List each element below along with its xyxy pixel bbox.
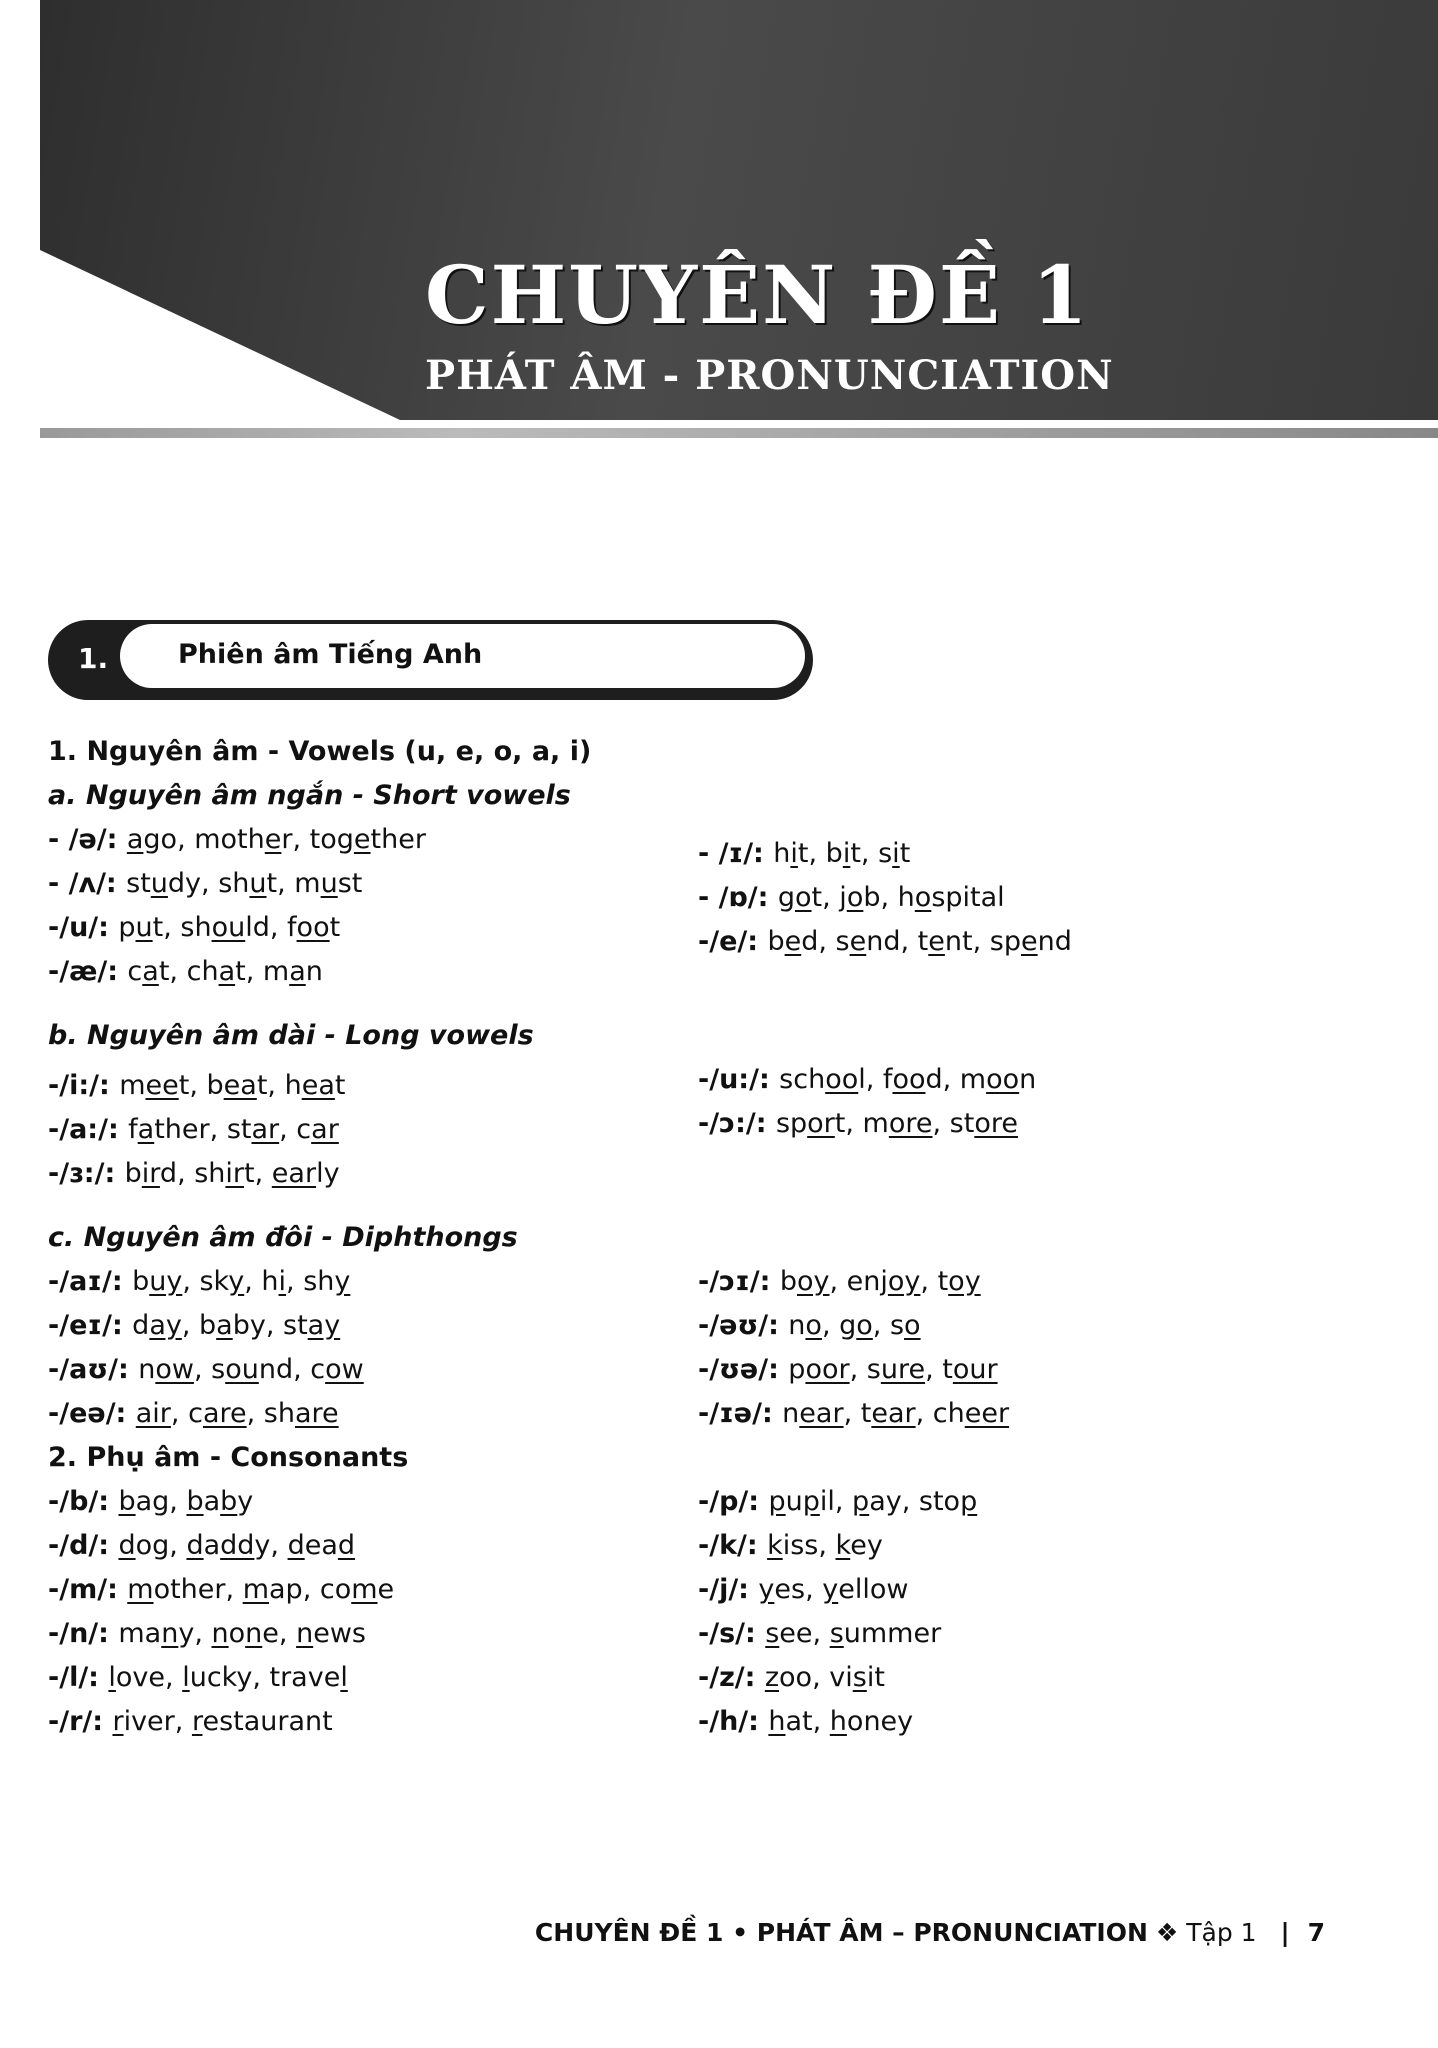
phoneme-symbol: -/n/: xyxy=(48,1618,119,1649)
example-word: more xyxy=(862,1108,933,1139)
phoneme-symbol: - /ə/: xyxy=(48,824,127,855)
phoneme-row: -/h/: hat, honey xyxy=(698,1706,914,1737)
phoneme-symbol: -/əʊ/: xyxy=(698,1310,789,1341)
footer-separator: | xyxy=(1280,1918,1290,1947)
example-word: foot xyxy=(287,912,341,943)
short-vowels-heading: a. Nguyên âm ngắn - Short vowels xyxy=(48,780,571,811)
phoneme-row: -/ɔ:/: sport, more, store xyxy=(698,1108,1018,1139)
example-word: job xyxy=(839,882,881,913)
example-word: key xyxy=(835,1530,883,1561)
phoneme-row: -/u:/: school, food, moon xyxy=(698,1064,1037,1095)
long-vowels-left xyxy=(48,1066,698,1204)
example-word: shirt xyxy=(194,1158,255,1189)
phoneme-symbol: -/u/: xyxy=(48,912,119,943)
phoneme-row: -/əʊ/: no, go, so xyxy=(698,1310,921,1341)
example-word: moon xyxy=(959,1064,1037,1095)
example-word: summer xyxy=(829,1618,942,1649)
phoneme-symbol: -/h/: xyxy=(698,1706,769,1737)
example-word: hi xyxy=(261,1266,287,1297)
short-vowels-right xyxy=(698,826,1348,1002)
phoneme-row: -/æ/: cat, chat, man xyxy=(48,956,323,987)
phoneme-row: -/p/: pupil, pay, stop xyxy=(698,1486,978,1517)
example-word: man xyxy=(262,956,323,987)
example-word: hospital xyxy=(897,882,1005,913)
phoneme-row: -/z/: zoo, visit xyxy=(698,1662,885,1693)
example-word: none xyxy=(211,1618,279,1649)
phoneme-symbol: -/a:/: xyxy=(48,1114,129,1145)
example-word: meet xyxy=(119,1070,190,1101)
example-word: no xyxy=(788,1310,822,1341)
phoneme-row: -/b/: bag, baby xyxy=(48,1486,254,1517)
example-word: come xyxy=(319,1574,395,1605)
phoneme-row: -/u/: put, should, foot xyxy=(48,912,341,943)
phoneme-row: -/n/: many, none, news xyxy=(48,1618,366,1649)
example-word: stop xyxy=(918,1486,978,1517)
example-word: chat xyxy=(186,956,246,987)
example-word: go xyxy=(839,1310,873,1341)
phoneme-row: -/aɪ/: buy, sky, hi, shy xyxy=(48,1266,351,1297)
phoneme-symbol: -/ɔ:/: xyxy=(698,1108,776,1139)
example-word: together xyxy=(309,824,426,855)
example-word: air xyxy=(135,1398,171,1429)
example-word: bag xyxy=(118,1486,170,1517)
example-word: restaurant xyxy=(191,1706,333,1737)
footer-volume: ❖ Tập 1 xyxy=(1155,1918,1257,1947)
example-word: news xyxy=(296,1618,366,1649)
example-word: see xyxy=(765,1618,813,1649)
example-word: bird xyxy=(124,1158,178,1189)
example-word: mother xyxy=(127,1574,226,1605)
example-word: now xyxy=(138,1354,194,1385)
phoneme-row: -/j/: yes, yellow xyxy=(698,1574,909,1605)
example-word: shut xyxy=(218,868,278,899)
vowels-heading: 1. Nguyên âm - Vowels (u, e, o, a, i) xyxy=(48,736,592,767)
example-word: map xyxy=(242,1574,303,1605)
example-word: study xyxy=(126,868,202,899)
example-word: shy xyxy=(303,1266,351,1297)
phoneme-symbol: -/u:/: xyxy=(698,1064,780,1095)
example-word: got xyxy=(777,882,823,913)
phoneme-symbol: -/r/: xyxy=(48,1706,113,1737)
phoneme-symbol: -/aɪ/: xyxy=(48,1266,133,1297)
example-word: daddy xyxy=(186,1530,271,1561)
section-title: Phiên âm Tiếng Anh xyxy=(178,639,483,670)
example-word: yellow xyxy=(822,1574,909,1605)
phoneme-symbol: -/j/: xyxy=(698,1574,759,1605)
example-word: father xyxy=(128,1114,210,1145)
phoneme-symbol: -/ɔɪ/: xyxy=(698,1266,780,1297)
phoneme-row: -/d/: dog, daddy, dead xyxy=(48,1530,356,1561)
example-word: star xyxy=(226,1114,280,1145)
example-word: tour xyxy=(942,1354,998,1385)
phoneme-row: -/s/: see, summer xyxy=(698,1618,942,1649)
example-word: yes xyxy=(758,1574,806,1605)
example-word: school xyxy=(779,1064,866,1095)
example-word: river xyxy=(112,1706,175,1737)
phoneme-symbol: -/z/: xyxy=(698,1662,765,1693)
example-word: sound xyxy=(211,1354,294,1385)
page-footer xyxy=(0,1918,1325,1947)
long-vowels-right xyxy=(698,1066,1348,1204)
example-word: dead xyxy=(287,1530,356,1561)
phoneme-symbol: -/m/: xyxy=(48,1574,128,1605)
long-vowels-table xyxy=(48,1066,1348,1204)
example-word: kiss xyxy=(767,1530,819,1561)
phoneme-row: -/ʊə/: poor, sure, tour xyxy=(698,1354,998,1385)
example-word: mother xyxy=(194,824,293,855)
example-word: love xyxy=(108,1662,166,1693)
example-word: poor xyxy=(788,1354,850,1385)
example-word: cow xyxy=(310,1354,364,1385)
example-word: cat xyxy=(127,956,170,987)
example-word: sport xyxy=(775,1108,846,1139)
diphthongs-heading: c. Nguyên âm đôi - Diphthongs xyxy=(48,1222,518,1253)
phoneme-row: -/ɪə/: near, tear, cheer xyxy=(698,1398,1010,1429)
diphthongs-left xyxy=(48,1268,698,1444)
diphthongs-right xyxy=(698,1268,1348,1444)
example-word: toy xyxy=(937,1266,981,1297)
phoneme-row: -/k/: kiss, key xyxy=(698,1530,883,1561)
example-word: zoo xyxy=(764,1662,813,1693)
example-word: heat xyxy=(284,1070,346,1101)
example-word: food xyxy=(882,1064,943,1095)
example-word: cheer xyxy=(932,1398,1010,1429)
section-header xyxy=(48,620,813,700)
phoneme-row: -/e/: bed, send, tent, spend xyxy=(698,926,1072,957)
phoneme-row: -/eɪ/: day, baby, stay xyxy=(48,1310,341,1341)
phoneme-row: - /ɪ/: hit, bit, sit xyxy=(698,838,911,869)
chapter-title: CHUYÊN ĐỀ 1 xyxy=(425,248,1090,342)
example-word: visit xyxy=(829,1662,885,1693)
example-word: baby xyxy=(186,1486,254,1517)
example-word: sit xyxy=(878,838,911,869)
phoneme-row: -/ɜ:/: bird, shirt, early xyxy=(48,1158,340,1189)
phoneme-row: -/r/: river, restaurant xyxy=(48,1706,333,1737)
example-word: tent xyxy=(917,926,973,957)
phoneme-row: -/ɔɪ/: boy, enjoy, toy xyxy=(698,1266,981,1297)
example-word: send xyxy=(835,926,901,957)
phoneme-row: -/i:/: meet, beat, heat xyxy=(48,1070,346,1101)
phoneme-symbol: - /ɒ/: xyxy=(698,882,778,913)
consonants-left xyxy=(48,1488,698,1752)
phoneme-symbol: -/aʊ/: xyxy=(48,1354,139,1385)
phoneme-row: -/m/: mother, map, come xyxy=(48,1574,395,1605)
long-vowels-heading: b. Nguyên âm dài - Long vowels xyxy=(48,1020,534,1051)
phoneme-symbol: - /ɪ/: xyxy=(698,838,774,869)
consonants-table xyxy=(48,1488,1348,1752)
example-word: travel xyxy=(269,1662,348,1693)
banner-rule xyxy=(40,428,1438,438)
example-word: spend xyxy=(989,926,1072,957)
phoneme-symbol: -/k/: xyxy=(698,1530,768,1561)
example-word: hit xyxy=(773,838,809,869)
example-word: bed xyxy=(767,926,819,957)
phoneme-row: - /ə/: ago, mother, together xyxy=(48,824,426,855)
phoneme-symbol: -/ɪə/: xyxy=(698,1398,783,1429)
example-word: should xyxy=(180,912,270,943)
example-word: early xyxy=(271,1158,340,1189)
section-number: 1. xyxy=(78,642,109,675)
example-word: pay xyxy=(852,1486,902,1517)
pronunciation-content xyxy=(48,738,1348,1752)
phoneme-symbol: -/eə/: xyxy=(48,1398,136,1429)
phoneme-row: -/eə/: air, care, share xyxy=(48,1398,339,1429)
phoneme-row: - /ʌ/: study, shut, must xyxy=(48,868,363,899)
example-word: put xyxy=(118,912,164,943)
example-word: care xyxy=(188,1398,247,1429)
example-word: beat xyxy=(206,1070,268,1101)
phoneme-symbol: -/p/: xyxy=(698,1486,769,1517)
phoneme-symbol: -/ʊə/: xyxy=(698,1354,789,1385)
example-word: store xyxy=(949,1108,1018,1139)
phoneme-symbol: -/e/: xyxy=(698,926,768,957)
phoneme-row: -/l/: love, lucky, travel xyxy=(48,1662,348,1693)
phoneme-row: -/aʊ/: now, sound, cow xyxy=(48,1354,364,1385)
example-word: car xyxy=(296,1114,339,1145)
phoneme-symbol: -/d/: xyxy=(48,1530,119,1561)
example-word: stay xyxy=(283,1310,341,1341)
example-word: many xyxy=(118,1618,195,1649)
example-word: baby xyxy=(199,1310,266,1341)
example-word: honey xyxy=(829,1706,914,1737)
consonants-heading: 2. Phụ âm - Consonants xyxy=(48,1442,409,1473)
example-word: near xyxy=(782,1398,844,1429)
phoneme-symbol: -/eɪ/: xyxy=(48,1310,133,1341)
example-word: sure xyxy=(866,1354,926,1385)
phoneme-symbol: -/æ/: xyxy=(48,956,128,987)
phoneme-symbol: - /ʌ/: xyxy=(48,868,127,899)
example-word: share xyxy=(263,1398,339,1429)
diphthongs-table xyxy=(48,1268,1348,1444)
phoneme-symbol: -/b/: xyxy=(48,1486,119,1517)
example-word: hat xyxy=(768,1706,813,1737)
footer-chapter: CHUYÊN ĐỀ 1 • PHÁT ÂM – PRONUNCIATION xyxy=(534,1918,1148,1947)
phoneme-symbol: -/l/: xyxy=(48,1662,109,1693)
example-word: ago xyxy=(126,824,178,855)
example-word: pupil xyxy=(768,1486,835,1517)
example-word: must xyxy=(294,868,363,899)
chapter-subtitle: PHÁT ÂM - PRONUNCIATION xyxy=(425,352,1114,399)
short-vowels-left xyxy=(48,826,698,1002)
example-word: day xyxy=(132,1310,182,1341)
example-word: so xyxy=(889,1310,921,1341)
page-number: 7 xyxy=(1307,1918,1325,1947)
example-word: bit xyxy=(825,838,861,869)
example-word: dog xyxy=(118,1530,170,1561)
short-vowels-table xyxy=(48,826,1348,1002)
phoneme-symbol: -/s/: xyxy=(698,1618,766,1649)
example-word: tear xyxy=(860,1398,916,1429)
example-word: enjoy xyxy=(846,1266,921,1297)
example-word: lucky xyxy=(182,1662,253,1693)
phoneme-symbol: -/ɜ:/: xyxy=(48,1158,125,1189)
example-word: boy xyxy=(779,1266,830,1297)
phoneme-row: - /ɒ/: got, job, hospital xyxy=(698,882,1005,913)
consonants-right xyxy=(698,1488,1348,1752)
example-word: buy xyxy=(132,1266,183,1297)
phoneme-row: -/a:/: father, star, car xyxy=(48,1114,339,1145)
phoneme-symbol: -/i:/: xyxy=(48,1070,120,1101)
example-word: sky xyxy=(199,1266,245,1297)
